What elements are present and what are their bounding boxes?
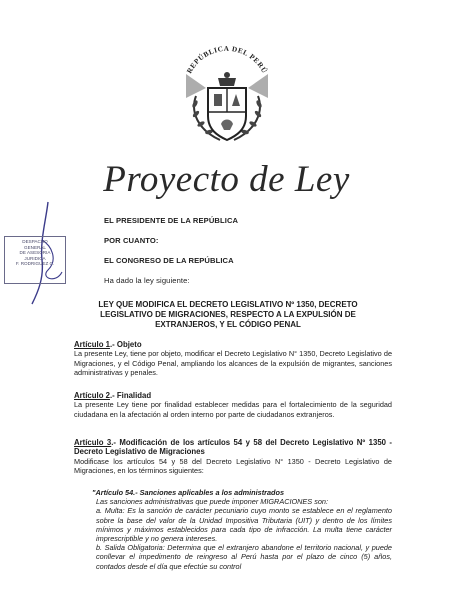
article-title: .- Objeto (109, 340, 142, 349)
document-title: Proyecto de Ley (103, 159, 350, 200)
list-item: b. Salida Obligatoria: Determina que el extranjero abandone el territorio nacional, y puede conllevar el impedimento de reingreso al Perú hasta por el plazo de cinco (5) años, contados desde el día que efectúe su control (96, 543, 392, 571)
article-body: La presente Ley tiene por finalidad establecer medidas para el fortalecimiento de la seguridad ciudadana en la afectación al orden interno por parte de ciudadanos extranjeros. (74, 400, 392, 419)
article-body: Modificase los artículos 54 y 58 del Decreto Legislativo N° 1350 - Decreto Legislativo de Migraciones, en los términos siguientes: (74, 456, 392, 476)
coat-of-arms (168, 38, 286, 150)
seal-caption: REPÚBLICA DEL PERÚ (185, 44, 269, 75)
stamp-line: DESPACHO (22, 239, 48, 244)
law-title: LEY QUE MODIFICA EL DECRETO LEGISLATIVO Nº 1350, DECRETO LEGISLATIVO DE MIGRACIONES, RESPECTO A LA EXPULSIÓN DE EXTRANJEROS, Y EL CÓDIGO PENAL (98, 300, 358, 330)
article-3 (74, 438, 392, 476)
quoted-article-54 (92, 488, 392, 571)
header-intro: Ha dado la ley siguiente: (104, 276, 190, 285)
article-heading (74, 438, 392, 456)
article-label: Artículo 2 (74, 391, 110, 400)
coat-of-arms-icon (168, 38, 286, 150)
article-1 (74, 340, 392, 378)
quoted-article-title: "Artículo 54.- Sanciones aplicables a los administrados (92, 488, 285, 497)
article-body: La presente Ley, tiene por objeto, modificar el Decreto Legislativo N° 1350, Decreto Legislativo de Migraciones, y el Código Penal, ampliando los alcances de la expulsión de migrantes, sanciones administrativas y penales. (74, 349, 392, 378)
article-title: .- Modificación de los artículos 54 y 58 del Decreto Legislativo Nº 1350 - Decreto Legislativo de Migraciones (74, 438, 393, 457)
article-title: .- Finalidad (109, 391, 152, 400)
header-por-cuanto: POR CUANTO: (104, 236, 159, 245)
office-stamp (4, 236, 66, 284)
stamp-line: F. RODRIGUEZ C. (15, 261, 55, 267)
header-congress: EL CONGRESO DE LA REPÚBLICA (104, 256, 234, 265)
stamp-line: DE ASESORIA (19, 250, 51, 256)
header-president: EL PRESIDENTE DE LA REPÚBLICA (104, 216, 239, 225)
article-heading (74, 391, 151, 400)
article-label: Artículo 1 (74, 340, 110, 349)
article-2 (74, 391, 392, 419)
quoted-article-intro: Las sanciones administrativas que puede imponer MIGRACIONES son: (96, 497, 328, 507)
list-item: a. Multa: Es la sanción de carácter pecuniario cuyo monto se establece en el reglamento sobre la base del valor de la Unidad Impositiva Tributaria (UIT) y dentro de los límites mínimos y máximos establecidos para cada tipo de infracción. La multa tiene carácter imprescriptible y no genera intereses. (96, 506, 392, 544)
stamp-line: JURIDICA (24, 255, 46, 261)
stamp-line: GENERAL (24, 244, 46, 250)
article-heading (74, 340, 142, 349)
article-label: Artículo 3 (74, 438, 112, 447)
